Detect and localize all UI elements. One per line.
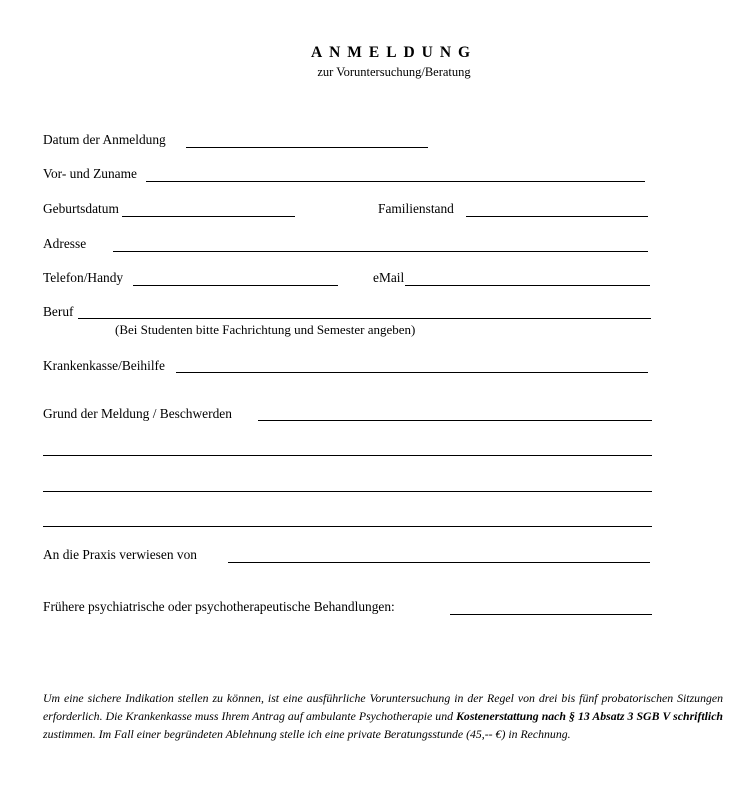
input-line-grund-continuation-1[interactable] xyxy=(43,455,652,456)
label-vor-und-zuname: Vor- und Zuname xyxy=(43,166,137,181)
footer-note-bold-kostenerstattung: Kostenerstattung nach § 13 Absatz 3 SGB V schriftlich xyxy=(456,708,723,723)
label-datum-der-anmeldung: Datum der Anmeldung xyxy=(43,132,166,147)
input-line-email[interactable] xyxy=(405,285,650,286)
label-beruf: Beruf xyxy=(43,304,74,319)
input-line-adresse[interactable] xyxy=(113,251,648,252)
footer-note xyxy=(43,689,723,743)
label-an-die-praxis-verwiesen-von: An die Praxis verwiesen von xyxy=(43,547,197,562)
label-krankenkasse-beihilfe: Krankenkasse/Beihilfe xyxy=(43,358,165,373)
label-telefon-handy: Telefon/Handy xyxy=(43,270,124,285)
input-line-praxis-verwiesen-von[interactable] xyxy=(228,562,650,563)
input-line-grund[interactable] xyxy=(258,420,652,421)
hint-studenten: (Bei Studenten bitte Fachrichtung und Semester angeben) xyxy=(115,322,416,337)
form-subtitle: zur Voruntersuchung/Beratung xyxy=(317,65,471,79)
footer-note-part1: Um eine sichere Indikation stellen zu können, ist eine ausführliche Voruntersuchung in der Regel von drei bis fünf probatorischen Sitzungen erforderlich. Die Krankenkasse muss Ihrem Antrag auf ambulante Psychotherapie und xyxy=(43,690,723,723)
label-email: eMail xyxy=(373,270,405,285)
input-line-telefon[interactable] xyxy=(133,285,338,286)
input-line-grund-continuation-3[interactable] xyxy=(43,526,652,527)
label-fruehere-behandlungen: Frühere psychiatrische oder psychotherapeutische Behandlungen: xyxy=(43,599,395,614)
label-geburtsdatum: Geburtsdatum xyxy=(43,201,119,216)
input-line-datum[interactable] xyxy=(186,147,428,148)
label-familienstand: Familienstand xyxy=(378,201,454,216)
input-line-familienstand[interactable] xyxy=(466,216,648,217)
input-line-name[interactable] xyxy=(146,181,645,182)
label-grund-der-meldung: Grund der Meldung / Beschwerden xyxy=(43,406,232,421)
input-line-grund-continuation-2[interactable] xyxy=(43,491,652,492)
input-line-geburtsdatum[interactable] xyxy=(122,216,295,217)
input-line-beruf[interactable] xyxy=(78,318,651,319)
input-line-krankenkasse[interactable] xyxy=(176,372,648,373)
label-adresse: Adresse xyxy=(43,236,87,251)
input-line-fruehere-behandlungen[interactable] xyxy=(450,614,652,615)
form-title: ANMELDUNG xyxy=(310,44,478,61)
footer-note-part3: zustimmen. Im Fall einer begründeten Ablehnung stelle ich eine private Beratungsstunde (45,-- €) in Rechnung. xyxy=(43,726,571,741)
